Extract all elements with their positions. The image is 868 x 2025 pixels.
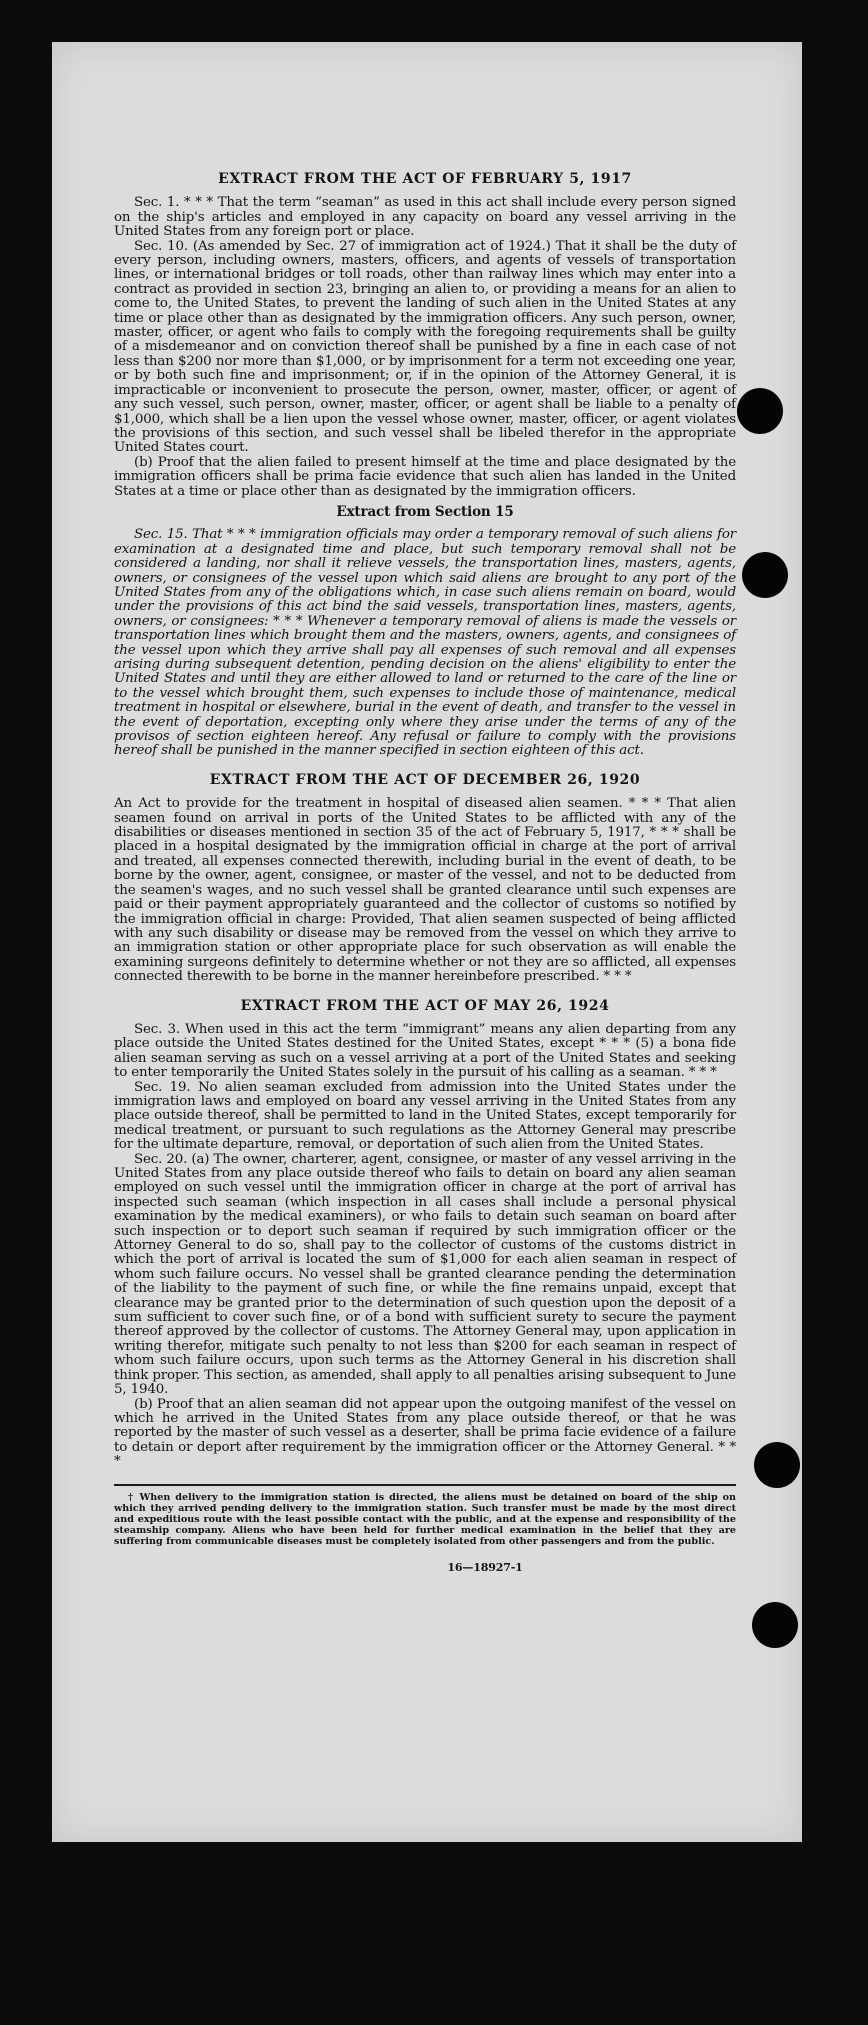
paragraph-sec-1: Sec. 1. * * * That the term “seaman” as used in this act shall include every person signed on the ship's articles and employed in any capacity on board any vessel arriving in the United States from any foreign port or place. [114,195,736,240]
document-page [52,42,802,1842]
punch-hole [742,552,788,598]
paragraph-sec-10-b: (b) Proof that the alien failed to present himself at the time and place designated by the immigration officers shall be prima facie evidence that such alien has landed in the United States at a time or place other than as designated by the immigration officers. [114,454,736,499]
heading-act-1917: EXTRACT FROM THE ACT OF FEBRUARY 5, 1917 [218,171,632,187]
heading-act-1920: EXTRACT FROM THE ACT OF DECEMBER 26, 1920 [209,771,641,788]
form-number: 16—18927-1 [447,1560,523,1574]
heading-act-1924: EXTRACT FROM THE ACT OF MAY 26, 1924 [240,997,610,1014]
paragraph-act-1920: An Act to provide for the treatment in hospital of diseased alien seamen. * * * That alien seamen found on arrival in ports of the United States to be afflicted with any of the disabilities or diseases mentioned in section 35 of the act of February 5, 1917, * * * shall be placed in a hospital designated by the immigration official in charge at the port of arrival and treated, all expenses connected therewith, including burial in the event of death, to be borne by the owner, agent, consignee, or master of the vessel, and not to be deducted from the seamen's wages, and no such vessel shall be granted clearance until such expenses are paid or their payment appropriately guaranteed and the collector of customs so notified by the immigration official in charge: Provided, That alien seamen suspected of being afflicted with any such disability or disease may be removed from the vessel on which they arrive to an immigration station or other appropriate place for such observation as will enable the examining surgeons definitely to determine whether or not they are so afflicted, all expenses connected therewith to be borne in the manner hereinbefore prescribed. * * * [114,796,736,985]
heading-section-15: Extract from Section 15 [336,503,514,520]
paragraph-sec-3: Sec. 3. When used in this act the term “immigrant” means any alien departing from any place outside the United States destined for the United States, except * * * (5) a bona fide alien seaman serving as such on a vessel arriving at a port of the United States and seeking to enter temporarily the United States solely in the pursuit of his calling as a seaman. * * * [114,1021,736,1081]
punch-hole [737,388,783,434]
punch-hole [754,1442,800,1488]
paragraph-sec-20-b: (b) Proof that an alien seaman did not appear upon the outgoing manifest of the vessel on which he arrived in the United States from any place outside thereof, or that he was reported by the master of such vessel as a deserter, shall be prima facie evidence of a failure to detain or deport after requirement by the immigration officer or the Attorney General. * * * [114,1396,736,1470]
footnote: † When delivery to the immigration station is directed, the aliens must be detained on board of the ship on which they arrived pending delivery to the immigration station. Such transfer must be made by the most direct and expeditious route with the least possible contact with the public, and at the expense and responsibility of the steamship company. Aliens who have been held for further medical examination in the belief that they are suffering from communicable diseases must be completely isolated from other passengers and from the public. [114,1491,736,1547]
paragraph-sec-20-a: Sec. 20. (a) The owner, charterer, agent, consignee, or master of any vessel arriving in the United States from any place outside thereof who fails to detain on board any alien seaman employed on such vessel until the immigration officer in charge at the port of arrival has inspected such seaman (which inspection in all cases shall include a personal physical examination by the medical examiners), or who fails to detain such seaman on board after such inspection or to deport such seaman if required by such immigration officer or the Attorney General to do so, shall pay to the collector of customs of the customs district in which the port of arrival is located the sum of $1,000 for each alien seaman in respect of whom such failure occurs. No vessel shall be granted clearance pending the determination of the liability to the payment of such fine, or while the fine remains unpaid, except that clearance may be granted prior to the determination of such question upon the deposit of a sum sufficient to cover such fine, or of a bond with sufficient surety to secure the payment thereof approved by the collector of customs. The Attorney General may, upon application in writing therefor, mitigate such penalty to not less than $200 for each seaman in respect of whom such failure occurs, upon such terms as the Attorney General in his discretion shall think proper. This section, as amended, shall apply to all penalties arising subsequent to June 5, 1940. [114,1151,736,1398]
footnote-divider [114,1484,736,1486]
paragraph-sec-15: Sec. 15. That * * * immigration officials may order a temporary removal of such aliens for examination at a designated time and place, but such temporary removal shall not be considered a landing, nor shall it relieve vessels, the transportation lines, masters, agents, owners, or consignees of the vessel upon which said aliens are brought to any port of the United States from any of the obligations which, in case such aliens remain on board, would under the provisions of this act bind the said vessels, transportation lines, masters, agents, owners, or consignees: * * * Whenever a temporary removal of aliens is made the vessels or transportation lines which brought them and the masters, owners, agents, and consignees of the vessel upon which they arrive shall pay all expenses of such removal and all expenses arising during subsequent detention, pending decision on the aliens' eligibility to enter the United States and until they are either allowed to land or returned to the care of the line or to the vessel which brought them, such expenses to include those of maintenance, medical treatment in hospital or elsewhere, burial in the event of death, and transfer to the vessel in the event of deportation, excepting only where they arise under the terms of any of the provisos of section eighteen hereof. Any refusal or failure to comply with the provisions hereof shall be punished in the manner specified in section eighteen of this act. [114,527,736,759]
punch-hole [752,1602,798,1648]
document-body [114,120,736,1575]
paragraph-sec-19: Sec. 19. No alien seaman excluded from admission into the United States under the immigration laws and employed on board any vessel arriving in the United States from any place outside thereof, shall be permitted to land in the United States, except temporarily for medical treatment, or pursuant to such regulations as the Attorney General may prescribe for the ultimate departure, removal, or deportation of such alien from the United States. [114,1079,736,1153]
paragraph-sec-10: Sec. 10. (As amended by Sec. 27 of immigration act of 1924.) That it shall be the duty of every person, including owners, masters, officers, and agents of vessels of transportation lines, or international bridges or toll roads, other than railway lines which may enter into a contract as provided in section 23, bringing an alien to, or providing a means for an alien to come to, the United States, to prevent the landing of such alien in the United States at any time or place other than as designated by the immigration officers. Any such person, owner, master, officer, or agent who fails to comply with the foregoing requirements shall be guilty of a misdemeanor and on conviction thereof shall be punished by a fine in each case of not less than $200 nor more than $1,000, or by imprisonment for a term not exceeding one year, or by both such fine and imprisonment; or, if in the opinion of the Attorney General, it is impracticable or inconvenient to prosecute the person, owner, master, officer, or agent of any such vessel, such person, owner, master, officer, or agent shall be liable to a penalty of $1,000, which shall be a lien upon the vessel whose owner, master, officer, or agent violates the provisions of this section, and such vessel shall be libeled therefor in the appropriate United States court. [114,238,736,456]
